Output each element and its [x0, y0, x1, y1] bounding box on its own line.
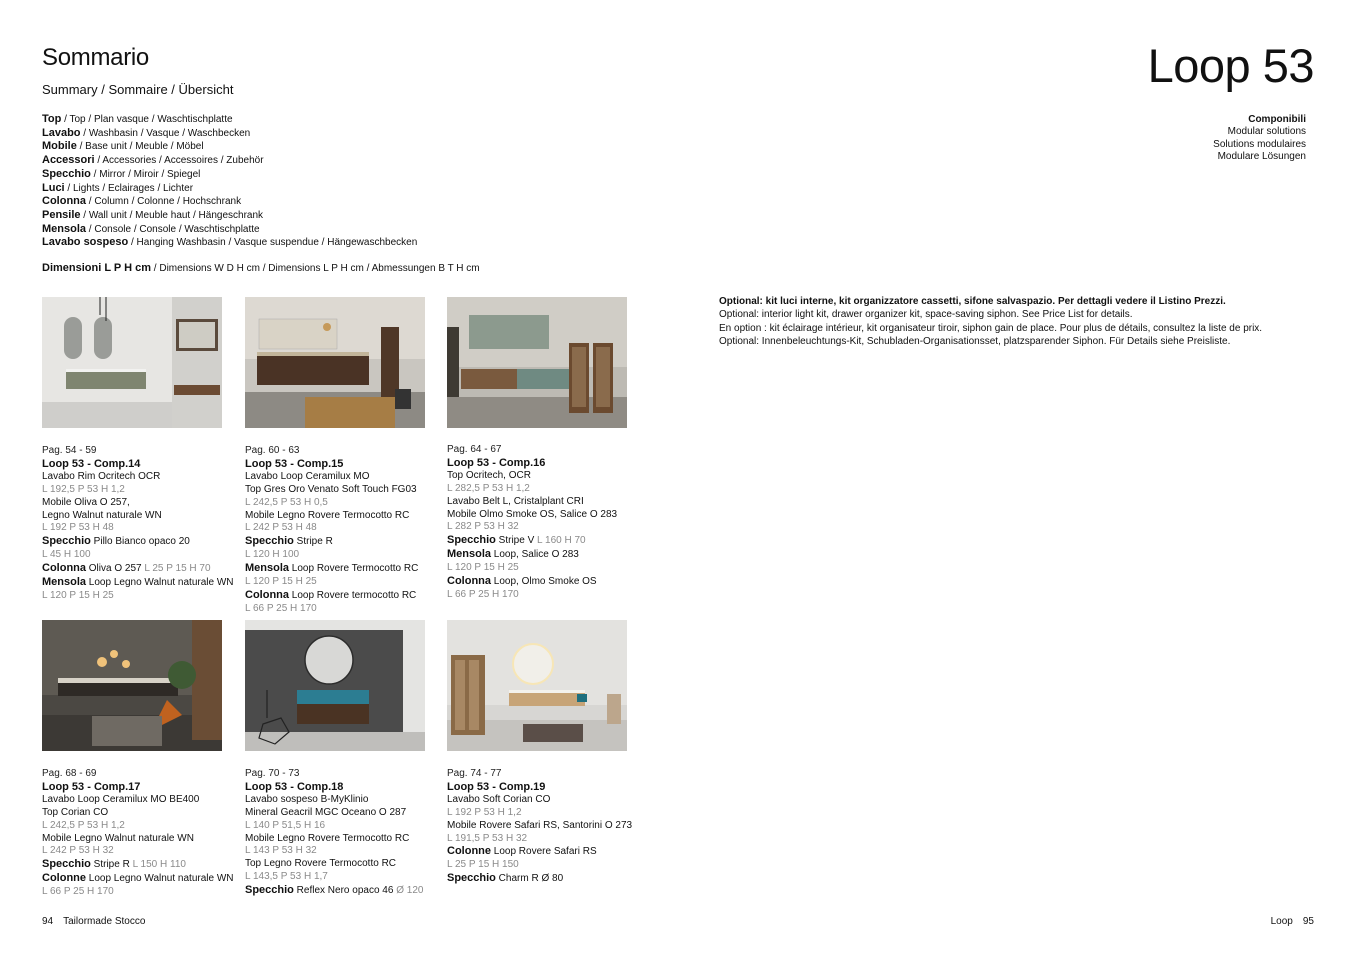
product-title: Loop 53 [1147, 39, 1314, 92]
legend-translations: / Base unit / Meuble / Möbel [76, 141, 204, 153]
spec-text: L 192 P 53 H 1,2 [447, 806, 522, 818]
optional-line-it: Optional: kit luci interne, kit organizzatore cassetti, sifone salvaspazio. Per dettagli vedere il Listino Prezzi. [719, 296, 1226, 307]
composition-spec [447, 534, 647, 548]
spec-text: L 192 P 53 H 48 [42, 522, 114, 534]
composition-card [245, 445, 445, 616]
spec-text: L 242,5 P 53 H 0,5 [245, 496, 328, 508]
composition-spec [245, 794, 445, 807]
footer-left-label: Tailormade Stocco [63, 916, 146, 927]
composition-dimensions [42, 886, 242, 899]
composition-spec [245, 562, 445, 576]
composition-dimensions [245, 845, 445, 858]
composition-dimensions [447, 483, 647, 496]
footer-left [42, 916, 155, 927]
legend-translations: / Top / Plan vasque / Waschtischplatte [61, 114, 233, 125]
spec-text: Lavabo Soft Corian CO [447, 793, 551, 805]
legend-translations: / Accessories / Accessoires / Zubehör [94, 155, 264, 167]
composition-dimensions [447, 521, 647, 534]
spec-label: Colonna [245, 588, 289, 601]
spec-text: Loop Legno Walnut naturale WN [86, 873, 234, 885]
spec-text: L 120 H 100 [245, 549, 300, 561]
composition-spec [42, 562, 242, 576]
legend-row [42, 154, 562, 168]
composition-dimensions [245, 871, 445, 884]
composition-spec [42, 794, 242, 807]
spec-label: Colonne [42, 872, 86, 885]
spec-text: Mineral Geacril MGC Oceano O 287 [245, 806, 407, 818]
legend-row [42, 223, 562, 237]
footer-right-label: Loop [1270, 916, 1293, 927]
dimensions-term: Dimensioni L P H cm [42, 262, 152, 274]
composition-spec [245, 589, 445, 603]
legend-term: Mobile [42, 140, 77, 153]
legend-term: Pensile [42, 208, 81, 221]
legend-row [42, 127, 562, 141]
legend-translations: / Hanging Washbasin / Vasque suspendue / Hängewaschbecken [128, 237, 418, 249]
spec-text: Stripe R [293, 536, 333, 548]
composition-spec [447, 575, 647, 589]
composition-dimensions [42, 820, 242, 833]
composition-name: Loop 53 - Comp.15 [245, 457, 344, 470]
composition-spec [447, 872, 647, 886]
legend-translations: / Column / Colonne / Hochschrank [86, 196, 242, 208]
legend-term: Accessori [42, 154, 95, 167]
optional-line-de: Optional: Innenbeleuchtungs-Kit, Schubladen-Organisationsset, platzsparender Siphon. Für Details siehe Preisliste. [719, 336, 1231, 348]
composition-photo-14 [42, 297, 222, 428]
composition-spec [447, 548, 647, 562]
composition-spec [245, 884, 445, 898]
spec-text: Lavabo Loop Ceramilux MO BE400 [42, 793, 200, 805]
composition-spec [42, 535, 242, 549]
legend-translations: / Mirror / Miroir / Spiegel [90, 168, 201, 180]
spec-text: Loop Rovere termocotto RC [289, 589, 417, 601]
modular-solutions [1213, 114, 1306, 164]
spec-text: L 66 P 25 H 170 [42, 886, 114, 898]
legend-row [42, 236, 562, 250]
spec-dimensions: Ø 120 [393, 885, 424, 897]
spec-text: L 192,5 P 53 H 1,2 [42, 483, 125, 495]
spec-text: L 66 P 25 H 170 [245, 602, 317, 614]
spec-text: Top Ocritech, OCR [447, 469, 531, 481]
legend-translations: / Lights / Eclairages / Lichter [64, 182, 194, 194]
composition-spec [42, 471, 242, 484]
legend-row [42, 140, 562, 154]
spec-text: Top Gres Oro Venato Soft Touch FG03 [245, 483, 417, 495]
legend [42, 113, 562, 250]
legend-row [42, 195, 562, 209]
legend-term: Specchio [42, 167, 91, 180]
composition-name: Loop 53 - Comp.16 [447, 456, 546, 469]
composition-pages: Pag. 64 - 67 [447, 444, 502, 455]
spec-text: L 140 P 51,5 H 16 [245, 819, 326, 831]
composition-spec [245, 807, 445, 820]
modular-line: Solutions modulaires [1213, 138, 1306, 150]
spec-text: L 191,5 P 53 H 32 [447, 832, 528, 844]
spec-text: Mobile Legno Rovere Termocotto RC [245, 509, 410, 521]
legend-row [42, 182, 562, 196]
spec-label: Colonna [447, 575, 491, 588]
composition-photo-18 [245, 620, 425, 751]
composition-card [42, 445, 242, 603]
composition-spec [245, 471, 445, 484]
spec-text: Loop, Olmo Smoke OS [491, 576, 597, 588]
composition-spec [447, 845, 647, 859]
composition-dimensions [447, 562, 647, 575]
modular-head: Componibili [1248, 114, 1306, 125]
composition-dimensions [245, 549, 445, 562]
footer-right [1261, 916, 1314, 927]
composition-spec [447, 794, 647, 807]
spec-label: Specchio [42, 858, 91, 871]
spec-dimensions: L 150 H 110 [129, 859, 186, 871]
composition-name: Loop 53 - Comp.17 [42, 780, 141, 793]
composition-spec [447, 470, 647, 483]
composition-card [42, 768, 242, 899]
spec-text: L 143,5 P 53 H 1,7 [245, 871, 328, 883]
composition-dimensions [245, 820, 445, 833]
composition-dimensions [42, 522, 242, 535]
optional-notes [719, 295, 1319, 349]
spec-label: Specchio [447, 872, 496, 885]
spec-text: Loop, Salice O 283 [491, 549, 579, 561]
composition-dimensions [42, 549, 242, 562]
page-subtitle: Summary / Sommaire / Übersicht [42, 82, 234, 97]
composition-photo-16 [447, 297, 627, 428]
spec-label: Specchio [447, 534, 496, 547]
composition-dimensions [42, 845, 242, 858]
spec-label: Mensola [42, 576, 87, 589]
spec-label: Mensola [245, 562, 290, 575]
composition-name: Loop 53 - Comp.14 [42, 457, 141, 470]
spec-text: L 242,5 P 53 H 1,2 [42, 819, 125, 831]
composition-pages: Pag. 54 - 59 [42, 445, 97, 456]
legend-row [42, 209, 562, 223]
spec-text: Loop Rovere Safari RS [491, 846, 597, 858]
spec-label: Colonna [42, 562, 86, 575]
composition-spec [42, 858, 242, 872]
spec-text: Lavabo sospeso B-MyKlinio [245, 793, 369, 805]
spec-text: Mobile Olmo Smoke OS, Salice O 283 [447, 508, 618, 520]
composition-spec [245, 510, 445, 523]
composition-photo-15 [245, 297, 425, 428]
composition-pages: Pag. 60 - 63 [245, 445, 300, 456]
composition-dimensions [447, 833, 647, 846]
spec-text: L 242 P 53 H 48 [245, 522, 317, 534]
composition-pages: Pag. 70 - 73 [245, 768, 300, 779]
modular-line: Modular solutions [1227, 126, 1306, 138]
spec-text: Mobile Legno Walnut naturale WN [42, 832, 194, 844]
spec-text: Top Corian CO [42, 806, 109, 818]
composition-photo-17 [42, 620, 222, 751]
composition-dimensions [245, 603, 445, 616]
composition-pages: Pag. 68 - 69 [42, 768, 97, 779]
composition-spec [42, 833, 242, 846]
composition-spec [447, 820, 647, 833]
composition-spec [245, 535, 445, 549]
spec-text: Reflex Nero opaco 46 [293, 885, 394, 897]
spec-text: L 282 P 53 H 32 [447, 521, 519, 533]
legend-row [42, 168, 562, 182]
spec-text: Lavabo Loop Ceramilux MO [245, 470, 370, 482]
spec-text: Lavabo Belt L, Cristalplant CRI [447, 495, 584, 507]
spec-text: Top Legno Rovere Termocotto RC [245, 858, 397, 870]
composition-spec [447, 496, 647, 509]
composition-dimensions [447, 859, 647, 872]
spec-text: L 143 P 53 H 32 [245, 845, 317, 857]
spec-text: Stripe V [495, 535, 535, 547]
legend-translations: / Washbasin / Vasque / Waschbecken [80, 127, 251, 139]
spec-label: Colonne [447, 845, 491, 858]
modular-line: Modulare Lösungen [1217, 151, 1306, 163]
composition-pages: Pag. 74 - 77 [447, 768, 502, 779]
composition-dimensions [42, 484, 242, 497]
page-number-right: 95 [1302, 916, 1314, 927]
composition-dimensions [245, 497, 445, 510]
spec-text: Pillo Bianco opaco 20 [90, 536, 190, 548]
spec-text: L 25 P 15 H 150 [447, 859, 519, 871]
spec-text: Mobile Oliva O 257, [42, 496, 130, 508]
legend-term: Lavabo [42, 126, 81, 139]
legend-term: Lavabo sospeso [42, 236, 129, 249]
composition-photo-19 [447, 620, 627, 751]
composition-spec [245, 484, 445, 497]
dimensions-legend [42, 262, 480, 274]
spec-text: L 282,5 P 53 H 1,2 [447, 482, 530, 494]
spec-text: L 45 H 100 [42, 549, 91, 561]
spec-dimensions: L 160 H 70 [534, 535, 586, 547]
spec-text: Mobile Rovere Safari RS, Santorini O 273 [447, 819, 633, 831]
dimensions-translations: / Dimensions W D H cm / Dimensions L P H cm / Abmessungen B T H cm [151, 263, 480, 274]
composition-card [245, 768, 445, 898]
spec-text: Mobile Legno Rovere Termocotto RC [245, 832, 410, 844]
composition-spec [42, 510, 242, 523]
legend-term: Luci [42, 181, 65, 194]
legend-term: Top [42, 113, 62, 125]
spec-text: Charm R Ø 80 [495, 873, 564, 885]
spec-text: L 120 P 15 H 25 [447, 562, 519, 574]
composition-dimensions [447, 807, 647, 820]
spec-text: Legno Walnut naturale WN [42, 509, 162, 521]
composition-spec [42, 872, 242, 886]
spec-label: Specchio [42, 535, 91, 548]
spec-label: Specchio [245, 535, 294, 548]
page-number-left: 94 [42, 916, 54, 927]
spec-text: Lavabo Rim Ocritech OCR [42, 470, 161, 482]
composition-spec [447, 509, 647, 522]
composition-dimensions [245, 576, 445, 589]
spec-dimensions: L 25 P 15 H 70 [141, 563, 211, 575]
legend-term: Colonna [42, 195, 86, 208]
spec-text: L 242 P 53 H 32 [42, 845, 114, 857]
composition-dimensions [245, 522, 445, 535]
spec-text: L 66 P 25 H 170 [447, 588, 519, 600]
composition-card [447, 768, 647, 886]
composition-spec [245, 833, 445, 846]
spec-text: Loop Rovere Termocotto RC [289, 563, 419, 575]
composition-spec [42, 497, 242, 510]
composition-spec [42, 807, 242, 820]
page-title: Sommario [42, 44, 149, 71]
composition-spec [42, 576, 242, 590]
spec-label: Mensola [447, 548, 492, 561]
optional-line-fr: En option : kit éclairage intérieur, kit organisateur tiroir, siphon gain de place. Pour plus de détails, consultez la liste de prix. [719, 322, 1263, 334]
spec-text: L 120 P 15 H 25 [42, 589, 114, 601]
spec-text: Oliva O 257 [86, 563, 142, 575]
composition-dimensions [42, 590, 242, 603]
legend-row [42, 113, 562, 127]
spec-text: Stripe R [90, 859, 130, 871]
composition-name: Loop 53 - Comp.19 [447, 780, 546, 793]
spec-text: Loop Legno Walnut naturale WN [86, 577, 234, 589]
composition-name: Loop 53 - Comp.18 [245, 780, 344, 793]
composition-spec [245, 858, 445, 871]
spec-label: Specchio [245, 884, 294, 897]
legend-translations: / Wall unit / Meuble haut / Hängeschrank [80, 209, 264, 221]
legend-translations: / Console / Console / Waschtischplatte [86, 223, 260, 235]
composition-card [447, 444, 647, 602]
optional-line-en: Optional: interior light kit, drawer organizer kit, space-saving siphon. See Price List for details. [719, 309, 1133, 321]
spec-text: L 120 P 15 H 25 [245, 576, 317, 588]
legend-term: Mensola [42, 222, 87, 235]
composition-dimensions [447, 589, 647, 602]
